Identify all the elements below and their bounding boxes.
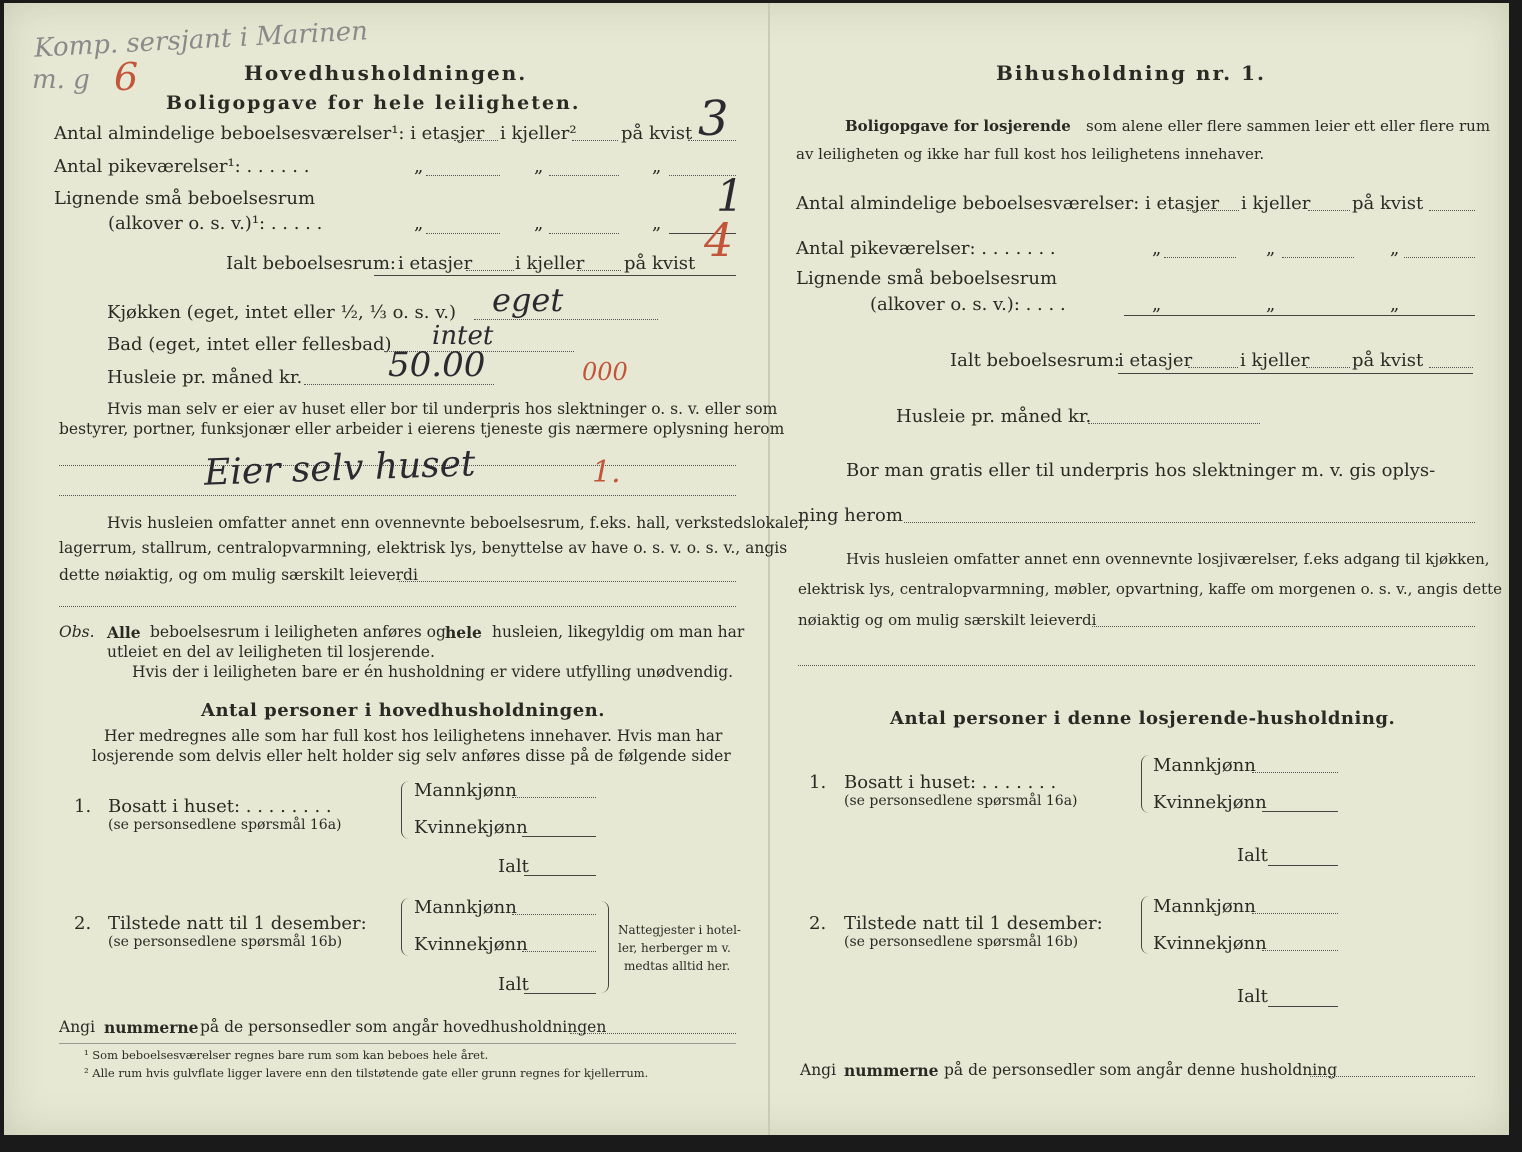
angi-main-b: nummerne	[104, 1018, 199, 1037]
bi-q2-brace	[1141, 896, 1150, 954]
bi-gratis-text-1: Bor man gratis eller til underpris hos slektninger m. v. gis oplys-	[846, 460, 1436, 481]
q1-mann-label: Mannkjønn	[414, 780, 517, 801]
bi-q2-number: 2.	[809, 913, 827, 934]
q1-number: 1.	[74, 796, 92, 817]
bi-q1-sub: (se personsedlene spørsmål 16a)	[844, 793, 1078, 809]
persons-text-2: losjerende som delvis eller helt holder sig selv anføres disse på de følgende sider	[92, 747, 731, 765]
q1-brace	[401, 781, 410, 839]
ialt-underline	[374, 275, 736, 276]
lignende-kvist-value: 1	[716, 171, 744, 222]
obs-text-1b: beboelsesrum i leiligheten anføres og	[150, 623, 446, 641]
bi-q2-mann-label: Mannkjønn	[1153, 896, 1256, 917]
bi-angi-b: nummerne	[844, 1061, 939, 1080]
eier-text-1: Hvis man selv er eier av huset eller bor til underpris hos slektninger o. s. v. eller som	[107, 400, 778, 418]
q1-sub: (se personsedlene spørsmål 16a)	[108, 817, 342, 833]
bi-q1-brace	[1141, 755, 1150, 813]
q2-mann-label: Mannkjønn	[414, 897, 517, 918]
q1-ialt-label: Ialt	[498, 856, 529, 877]
footnote-2: ² Alle rum hvis gulvflate ligger lavere enn den tilstøtende gate eller grunn regnes for kjellerrum.	[84, 1066, 649, 1080]
q2-ialt-label: Ialt	[498, 974, 529, 995]
bi-ialt-kjeller-label: i kjeller	[1240, 350, 1310, 371]
husleie-label: Husleie pr. måned kr.	[107, 367, 303, 388]
footnote-1: ¹ Som beboelsesværelser regnes bare rum som kan beboes hele året.	[84, 1048, 489, 1062]
q1-mann-field[interactable]	[512, 797, 596, 798]
bi-q2-ialt-label: Ialt	[1237, 986, 1268, 1007]
bi-gratis-text-2: ning herom	[798, 505, 903, 526]
q1-label: Bosatt i huset: . . . . . . . .	[108, 796, 332, 817]
bi-angi-c: på de personsedler som angår denne husholdning	[944, 1061, 1338, 1079]
bi-omfatter-text-3: nøiaktig og om mulig særskilt leieverdi	[798, 611, 1097, 629]
bi-q2-label: Tilstede natt til 1 desember:	[844, 913, 1103, 934]
bi-ialt-label: Ialt beboelsesrum:	[950, 350, 1120, 371]
pike-label: Antal pikeværelser¹: . . . . . .	[54, 156, 310, 177]
bi-pike-kvist-field[interactable]	[1404, 257, 1475, 258]
husleie-red-marks: 000	[582, 358, 628, 386]
bi-ialt-kvist-field[interactable]	[1429, 367, 1473, 368]
q2-kvinne-field[interactable]	[522, 951, 596, 952]
eier-red-mark: 1.	[592, 455, 621, 490]
bi-pike-kjeller-field[interactable]	[1282, 257, 1354, 258]
ialt-kvist-value: 4	[704, 213, 734, 267]
natt-note-1: Nattegjester i hotel-	[618, 923, 741, 937]
bi-q1-number: 1.	[809, 772, 827, 793]
bi-pike-label: Antal pikeværelser: . . . . . . .	[796, 238, 1056, 259]
q1-ialt-field[interactable]	[524, 875, 596, 876]
bi-gratis-field[interactable]	[904, 522, 1475, 523]
lignende-quote-1: „	[414, 213, 424, 234]
bi-ialt-etasjer-field[interactable]	[1188, 367, 1238, 368]
bi-omfatter-field-2[interactable]	[798, 665, 1475, 666]
q2-sub: (se personsedlene spørsmål 16b)	[108, 934, 343, 950]
ialt-rooms-label: Ialt beboelsesrum:	[226, 253, 396, 274]
bi-angi-field[interactable]	[1310, 1076, 1475, 1077]
angi-main-c: på de personsedler som angår hovedhusholdningen	[200, 1018, 607, 1036]
pencil-note-occupation: Komp. sersjant i Marinen	[33, 16, 369, 64]
pencil-note-mg: m. g	[32, 65, 90, 95]
persons-text-1: Her medregnes alle som har full kost hos leilighetens innehaver. Hvis man har	[104, 727, 723, 745]
obs-label: Obs.	[59, 623, 95, 641]
bi-ialt-etasjer-label: i etasjer	[1118, 350, 1193, 371]
q2-mann-field[interactable]	[512, 914, 596, 915]
census-form-sheet	[4, 3, 1509, 1135]
obs-text-1d: husleien, likegyldig om man har	[492, 623, 745, 641]
natt-note-3: medtas alltid her.	[624, 959, 731, 973]
obs-text-3: Hvis der i leiligheten bare er én husholdning er videre utfylling unødvendig.	[132, 663, 734, 681]
natt-note-2: ler, herberger m v.	[618, 941, 731, 955]
omfatter-text-3: dette nøiaktig, og om mulig særskilt leieverdi	[59, 566, 418, 584]
bi-husleie-label: Husleie pr. måned kr.	[896, 406, 1092, 427]
q2-brace	[401, 898, 410, 956]
bad-value: intet	[432, 321, 494, 351]
bi-lignende-underline[interactable]	[1124, 315, 1475, 316]
bi-q1-ialt-label: Ialt	[1237, 845, 1268, 866]
lignende-quote-3: „	[652, 213, 662, 234]
eier-field-line-2[interactable]	[59, 495, 736, 496]
bi-pike-quote-2: „	[1266, 238, 1276, 259]
omfatter-field-line-1[interactable]	[399, 581, 736, 582]
lignende-quote-2: „	[534, 213, 544, 234]
ialt-etasjer-label: i etasjer	[398, 253, 473, 274]
bi-rooms-label: Antal almindelige beboelsesværelser: i etasjer	[796, 193, 1220, 214]
obs-hele: hele	[445, 623, 482, 642]
page-title-bihusholdning: Bihusholdning nr. 1.	[996, 61, 1266, 85]
pike-quote-3: „	[652, 156, 662, 177]
bi-rooms-etasjer-field[interactable]	[1187, 210, 1239, 211]
persons-title-main: Antal personer i hovedhusholdningen.	[201, 700, 606, 721]
lignende-label-2: (alkover o. s. v.)¹: . . . . .	[108, 213, 323, 234]
intro-text-1: som alene eller flere sammen leier ett eller flere rum	[1086, 117, 1491, 135]
bi-rooms-kjeller-label: i kjeller	[1241, 193, 1311, 214]
q2-label: Tilstede natt til 1 desember:	[108, 913, 367, 934]
bi-omfatter-text-1: Hvis husleien omfatter annet enn ovennevnte losjiværelser, f.eks adgang til kjøkken,	[846, 550, 1490, 568]
rooms-kvist-label: på kvist	[621, 123, 693, 144]
bi-ialt-underline	[1118, 373, 1473, 374]
ialt-kjeller-field[interactable]	[577, 270, 621, 271]
bi-rooms-kvist-label: på kvist	[1352, 193, 1424, 214]
bi-q2-kvinne-field[interactable]	[1262, 950, 1338, 951]
bi-omfatter-text-2: elektrisk lys, centralopvarmning, møbler, opvartning, kaffe om morgenen o. s. v., angis dette	[798, 580, 1503, 598]
bi-angi-a: Angi	[800, 1061, 837, 1079]
bi-pike-quote-1: „	[1152, 238, 1162, 259]
bi-q1-mann-field[interactable]	[1252, 772, 1338, 773]
kjokken-field[interactable]	[474, 319, 658, 320]
obs-alle: Alle	[107, 623, 141, 642]
bi-lignende-label-1: Lignende små beboelsesrum	[796, 268, 1058, 289]
bi-q1-kvinne-field[interactable]	[1262, 811, 1338, 812]
q1-kvinne-label: Kvinnekjønn	[414, 817, 528, 838]
omfatter-text-1: Hvis husleien omfatter annet enn ovennevnte beboelsesrum, f.eks. hall, verkstedslokaler,	[107, 514, 809, 532]
footnote-rule	[59, 1043, 736, 1044]
bi-q2-ialt-field[interactable]	[1268, 1006, 1338, 1007]
bi-q1-ialt-field[interactable]	[1268, 865, 1338, 866]
q2-ialt-field[interactable]	[524, 993, 596, 994]
q1-kvinne-field[interactable]	[522, 836, 596, 837]
bi-persons-title: Antal personer i denne losjerende-husholdning.	[890, 708, 1396, 729]
bi-rooms-kjeller-field[interactable]	[1308, 210, 1350, 211]
bi-lignende-label-2: (alkover o. s. v.): . . . .	[870, 294, 1066, 315]
page-subtitle-main: Boligopgave for hele leiligheten.	[166, 92, 581, 114]
pike-quote-1: „	[414, 156, 424, 177]
bi-pike-etasjer-field[interactable]	[1164, 257, 1236, 258]
bi-omfatter-field-1[interactable]	[1092, 626, 1475, 627]
omfatter-text-2: lagerrum, stallrum, centralopvarmning, elektrisk lys, benyttelse av have o. s. v. o. s. v., angis	[59, 539, 788, 557]
bi-q2-sub: (se personsedlene spørsmål 16b)	[844, 934, 1079, 950]
husleie-value: 50.00	[388, 345, 486, 385]
obs-text-2: utleiet en del av leiligheten til losjerende.	[107, 643, 435, 661]
lignende-label-1: Lignende små beboelsesrum	[54, 188, 316, 209]
bi-q1-label: Bosatt i huset: . . . . . . .	[844, 772, 1057, 793]
q2-number: 2.	[74, 913, 92, 934]
angi-main-a: Angi	[59, 1018, 96, 1036]
bi-ialt-kvist-label: på kvist	[1352, 350, 1424, 371]
pike-etasjer-field[interactable]	[426, 175, 500, 176]
bad-label: Bad (eget, intet eller fellesbad)	[107, 334, 392, 355]
intro-bold: Boligopgave for losjerende	[845, 117, 1071, 135]
bi-lignende-quote-1: „	[1152, 294, 1162, 315]
bi-lignende-quote-2: „	[1266, 294, 1276, 315]
bi-q2-mann-field[interactable]	[1252, 913, 1338, 914]
rooms-kjeller-label: i kjeller²	[500, 123, 577, 144]
bi-rooms-kvist-field[interactable]	[1429, 210, 1475, 211]
bi-pike-quote-3: „	[1390, 238, 1400, 259]
eier-text-2: bestyrer, portner, funksjonær eller arbeider i eierens tjeneste gis nærmere oplysning herom	[59, 420, 785, 438]
rooms-kjeller-field[interactable]	[572, 140, 618, 141]
kjokken-label: Kjøkken (eget, intet eller ½, ⅓ o. s. v.)	[107, 302, 456, 323]
bi-husleie-field[interactable]	[1088, 423, 1260, 424]
eier-value: Eier selv huset	[203, 443, 477, 494]
omfatter-field-line-2[interactable]	[59, 606, 736, 607]
page-title-main: Hovedhusholdningen.	[244, 61, 528, 85]
bi-q1-mann-label: Mannkjønn	[1153, 755, 1256, 776]
pike-kjeller-field[interactable]	[549, 175, 619, 176]
bi-ialt-kjeller-field[interactable]	[1306, 367, 1350, 368]
ialt-etasjer-field[interactable]	[466, 270, 514, 271]
ialt-kjeller-label: i kjeller	[515, 253, 585, 274]
intro-text-2: av leiligheten og ikke har full kost hos leilighetens innehaver.	[796, 145, 1265, 163]
kjokken-value: eget	[492, 281, 564, 319]
rooms-kvist-value: 3	[698, 91, 729, 147]
pike-quote-2: „	[534, 156, 544, 177]
rooms-label: Antal almindelige beboelsesværelser¹: i etasjer	[54, 123, 485, 144]
ialt-kvist-label: på kvist	[624, 253, 696, 274]
bi-q2-kvinne-label: Kvinnekjønn	[1153, 933, 1267, 954]
bi-lignende-quote-3: „	[1390, 294, 1400, 315]
lignende-kjeller-field[interactable]	[549, 233, 619, 234]
red-number: 6	[114, 55, 139, 99]
bi-q1-kvinne-label: Kvinnekjønn	[1153, 792, 1267, 813]
lignende-etasjer-field[interactable]	[426, 233, 500, 234]
q2-kvinne-label: Kvinnekjønn	[414, 934, 528, 955]
page-fold	[768, 3, 770, 1135]
q2-right-brace	[600, 901, 609, 993]
angi-main-field[interactable]	[570, 1033, 736, 1034]
rooms-etasjer-field[interactable]	[454, 140, 498, 141]
